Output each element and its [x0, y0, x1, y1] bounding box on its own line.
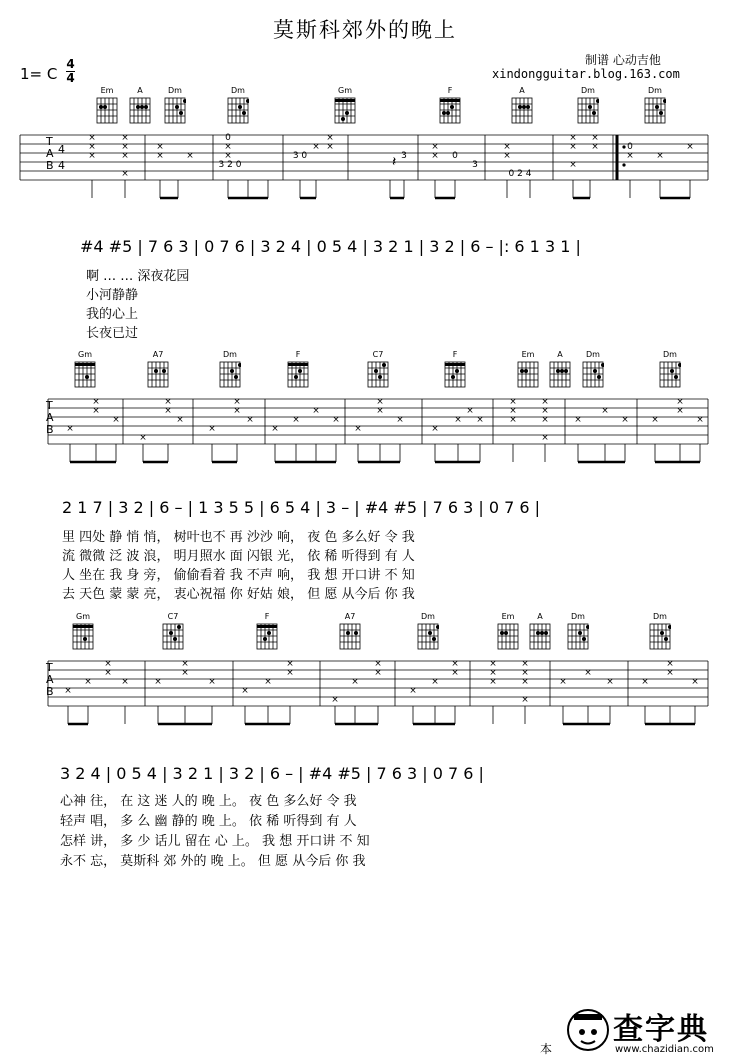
lyric-line: 长夜已过: [86, 326, 139, 341]
svg-text:×: ×: [541, 397, 549, 407]
chord-diagram-icon: [129, 95, 151, 125]
svg-text:×: ×: [431, 142, 439, 152]
svg-text:×: ×: [626, 151, 634, 161]
chord-diagram-icon: [649, 621, 671, 651]
svg-text:×: ×: [521, 695, 529, 705]
svg-text:×: ×: [354, 424, 362, 434]
svg-text:×: ×: [569, 160, 577, 170]
chord-diagram-icon: [439, 95, 461, 125]
tab-staff: [0, 132, 730, 202]
svg-text:×: ×: [396, 415, 404, 425]
svg-text:×: ×: [591, 133, 599, 143]
chord-name: F: [452, 350, 458, 359]
chord-name: C7: [372, 350, 384, 359]
svg-text:×: ×: [606, 677, 614, 687]
svg-text:×: ×: [521, 677, 529, 687]
svg-text:×: ×: [591, 142, 599, 152]
chord-name: Dm: [586, 350, 600, 359]
logo-url: www.chazidian.com: [615, 1044, 714, 1055]
chord-name: Dm: [581, 86, 595, 95]
time-signature-bottom: 4: [66, 71, 75, 85]
svg-text:×: ×: [569, 133, 577, 143]
tab-letter: B: [46, 159, 54, 172]
chord-name: Dm: [648, 86, 662, 95]
svg-text:×: ×: [164, 406, 172, 416]
svg-text:×: ×: [88, 133, 96, 143]
chord-name: A: [137, 86, 143, 95]
system-1: [0, 86, 730, 341]
svg-text:×: ×: [121, 142, 129, 152]
svg-text:×: ×: [454, 415, 462, 425]
chord-name: C7: [167, 612, 179, 621]
tab-time-sig: 4 4: [58, 143, 65, 172]
chord-name: Dm: [421, 612, 435, 621]
chord-diagram-icon: [659, 359, 681, 389]
chord-diagram-icon: [367, 359, 389, 389]
chord-name: Em: [521, 350, 535, 359]
tab-letter: A: [46, 673, 54, 686]
svg-text:×: ×: [509, 397, 517, 407]
time-signature-top: 4: [66, 57, 75, 71]
svg-text:×: ×: [601, 406, 609, 416]
chord-diagram-icon: [549, 359, 571, 389]
chord-diagram-icon: [529, 621, 551, 651]
chord-name: Gm: [76, 612, 90, 621]
chord-diagram-icon: [497, 621, 519, 651]
chord-name: Dm: [168, 86, 182, 95]
svg-text:×: ×: [559, 677, 567, 687]
svg-text:×: ×: [451, 659, 459, 669]
svg-text:×: ×: [246, 415, 254, 425]
svg-text:×: ×: [92, 406, 100, 416]
chord-name: A: [537, 612, 543, 621]
chord-row: [0, 86, 730, 136]
tab-letter: A: [46, 147, 54, 160]
chord-diagram-icon: [511, 95, 533, 125]
svg-text:×: ×: [164, 397, 172, 407]
svg-text:×: ×: [584, 668, 592, 678]
svg-text:×: ×: [233, 397, 241, 407]
lyric-line: 里 四处 静 悄 悄， 树叶也不 再 沙沙 响， 夜 色 多么好 令 我: [62, 530, 415, 545]
tab-letter: T: [46, 135, 53, 148]
svg-text:×: ×: [541, 406, 549, 416]
chord-row: [0, 350, 730, 400]
svg-text:×: ×: [476, 415, 484, 425]
tab-staff: [0, 396, 730, 466]
svg-text:×: ×: [326, 142, 334, 152]
svg-text:×: ×: [104, 668, 112, 678]
svg-text:×: ×: [332, 415, 340, 425]
tab-letter: T: [46, 661, 53, 674]
svg-text:×: ×: [84, 677, 92, 687]
svg-text:×: ×: [541, 433, 549, 443]
lyric-line: 流 微微 泛 波 浪， 明月照水 面 闪银 光， 依 稀 听得到 有 人: [62, 549, 415, 564]
jianpu-notes: #4 #5 | 7 6 3 | 0 7 6 | 3 2 4 | 0 5 4 | 3 2 1 | 3 2 | 6 – |: 6 1 3 1 |: [80, 237, 581, 256]
logo-text: 查字典: [613, 1012, 709, 1047]
jianpu-notes: 3 2 4 | 0 5 4 | 3 2 1 | 3 2 | 6 – | #4 #5 | 7 6 3 | 0 7 6 |: [60, 764, 484, 783]
chord-diagram-icon: [96, 95, 118, 125]
chord-name: F: [295, 350, 301, 359]
svg-text:×: ×: [574, 415, 582, 425]
chord-name: A7: [152, 350, 164, 359]
arranger-credit: 制谱 心动吉他: [585, 53, 661, 67]
svg-text:×: ×: [431, 151, 439, 161]
svg-text:×: ×: [264, 677, 272, 687]
svg-text:0: 0: [627, 142, 633, 152]
svg-text:×: ×: [104, 659, 112, 669]
svg-text:×: ×: [696, 415, 704, 425]
lyric-line: 心神 往， 在 这 迷 人的 晚 上。 夜 色 多么好 令 我: [60, 794, 357, 809]
svg-text:×: ×: [176, 415, 184, 425]
svg-text:×: ×: [666, 668, 674, 678]
chord-name: A7: [344, 612, 356, 621]
svg-text:𝄽: 𝄽: [392, 154, 397, 170]
svg-text:×: ×: [656, 151, 664, 161]
tab-letter: T: [46, 399, 53, 412]
chord-diagram-icon: [444, 359, 466, 389]
song-title: 莫斯科郊外的晚上: [273, 18, 457, 42]
chord-diagram-icon: [162, 621, 184, 651]
lyric-line: 永不 忘， 莫斯科 郊 外的 晚 上。 但 愿 从今后 你 我: [60, 854, 366, 869]
lyric-line: 人 坐在 我 身 旁， 偷偷看着 我 不声 响， 我 想 开口讲 不 知: [62, 568, 415, 583]
chord-name: F: [264, 612, 270, 621]
chord-diagram-icon: [74, 359, 96, 389]
system-3: [0, 612, 730, 872]
svg-text:×: ×: [569, 142, 577, 152]
svg-text:×: ×: [331, 695, 339, 705]
chord-diagram-icon: [227, 95, 249, 125]
svg-text:×: ×: [66, 424, 74, 434]
lyric-line: 小河静静: [86, 288, 139, 303]
svg-text:×: ×: [651, 415, 659, 425]
lyric-line: 我的心上: [86, 307, 139, 322]
tab-letters: [46, 400, 54, 436]
time-signature: [66, 59, 75, 84]
svg-text:×: ×: [686, 142, 694, 152]
chord-diagram-icon: [644, 95, 666, 125]
chord-diagram-icon: [582, 359, 604, 389]
chord-diagram-icon: [417, 621, 439, 651]
svg-text:3 0: 3 0: [292, 151, 308, 161]
chord-name: Dm: [653, 612, 667, 621]
chord-name: Em: [100, 86, 114, 95]
svg-text:×: ×: [641, 677, 649, 687]
chord-name: A: [557, 350, 563, 359]
chord-diagram-icon: [147, 359, 169, 389]
tab-staff: [0, 658, 730, 728]
chord-name: Dm: [571, 612, 585, 621]
chord-name: Dm: [223, 350, 237, 359]
lyric-line: 轻声 唱， 多 么 幽 静的 晚 上。 依 稀 听得到 有 人: [60, 814, 357, 829]
svg-text:3 2 0: 3 2 0: [218, 160, 242, 170]
svg-text:×: ×: [121, 677, 129, 687]
svg-text:×: ×: [621, 415, 629, 425]
footer-text: 本: [540, 1042, 553, 1056]
svg-text:×: ×: [374, 668, 382, 678]
chord-name: F: [447, 86, 453, 95]
svg-text:×: ×: [431, 677, 439, 687]
tab-letter: B: [46, 423, 54, 436]
svg-text:×: ×: [233, 406, 241, 416]
svg-text:×: ×: [64, 686, 72, 696]
tab-letter: B: [46, 685, 54, 698]
svg-text:×: ×: [451, 668, 459, 678]
svg-text:×: ×: [676, 397, 684, 407]
chord-diagram-icon: [256, 621, 278, 651]
svg-text:×: ×: [326, 133, 334, 143]
tab-letter: A: [46, 411, 54, 424]
svg-text:×: ×: [521, 668, 529, 678]
svg-text:×: ×: [431, 424, 439, 434]
chord-name: Em: [501, 612, 515, 621]
svg-text:×: ×: [676, 406, 684, 416]
chord-row: [0, 612, 730, 662]
chord-name: Dm: [663, 350, 677, 359]
chord-diagram-icon: [577, 95, 599, 125]
svg-text:×: ×: [112, 415, 120, 425]
svg-text:×: ×: [271, 424, 279, 434]
svg-text:×: ×: [154, 677, 162, 687]
chord-diagram-icon: [164, 95, 186, 125]
svg-text:×: ×: [181, 659, 189, 669]
scholar-mascot-icon: [565, 1004, 611, 1056]
svg-text:×: ×: [503, 142, 511, 152]
svg-text:×: ×: [521, 659, 529, 669]
svg-text:×: ×: [156, 151, 164, 161]
svg-text:×: ×: [312, 142, 320, 152]
key-signature: 1= C: [20, 65, 58, 83]
chord-diagram-icon: [517, 359, 539, 389]
svg-text:×: ×: [156, 142, 164, 152]
chord-diagram-icon: [567, 621, 589, 651]
chord-name: Gm: [338, 86, 352, 95]
chord-diagram-icon: [72, 621, 94, 651]
tab-letters: [46, 662, 54, 698]
svg-text:×: ×: [666, 659, 674, 669]
svg-text:×: ×: [121, 169, 129, 179]
chord-name: Gm: [78, 350, 92, 359]
svg-text:×: ×: [292, 415, 300, 425]
svg-text:×: ×: [224, 151, 232, 161]
svg-text:×: ×: [312, 406, 320, 416]
site-logo: [563, 1000, 730, 1062]
system-2: [0, 350, 730, 600]
svg-text:×: ×: [691, 677, 699, 687]
svg-text:×: ×: [181, 668, 189, 678]
chord-diagram-icon: [219, 359, 241, 389]
svg-text:×: ×: [376, 406, 384, 416]
svg-text:×: ×: [286, 659, 294, 669]
chord-name: Dm: [231, 86, 245, 95]
svg-text:×: ×: [509, 415, 517, 425]
svg-text:3: 3: [401, 151, 407, 161]
lyric-line: 怎样 讲， 多 少 话儿 留在 心 上。 我 想 开口讲 不 知: [60, 834, 370, 849]
website-url: xindongguitar.blog.163.com: [492, 67, 680, 81]
svg-text:×: ×: [351, 677, 359, 687]
svg-text:×: ×: [489, 668, 497, 678]
svg-text:×: ×: [376, 397, 384, 407]
svg-text:0 2 4: 0 2 4: [508, 169, 532, 179]
svg-text:×: ×: [503, 151, 511, 161]
svg-text:×: ×: [88, 142, 96, 152]
svg-text:×: ×: [509, 406, 517, 416]
svg-text:×: ×: [92, 397, 100, 407]
svg-text:×: ×: [208, 424, 216, 434]
chord-diagram-icon: [339, 621, 361, 651]
svg-text:×: ×: [88, 151, 96, 161]
svg-text:0: 0: [452, 151, 458, 161]
svg-text:×: ×: [489, 659, 497, 669]
svg-text:×: ×: [241, 686, 249, 696]
svg-text:×: ×: [466, 406, 474, 416]
svg-text:×: ×: [409, 686, 417, 696]
jianpu-notes: 2 1 7 | 3 2 | 6 – | 1 3 5 5 | 6 5 4 | 3 – | #4 #5 | 7 6 3 | 0 7 6 |: [62, 498, 541, 517]
chord-diagram-icon: [287, 359, 309, 389]
svg-text:0: 0: [225, 133, 231, 143]
chord-name: A: [519, 86, 525, 95]
svg-text:×: ×: [286, 668, 294, 678]
svg-text:×: ×: [139, 433, 147, 443]
chord-diagram-icon: [334, 95, 356, 125]
lyric-line: 啊 … … 深夜花园: [86, 269, 190, 284]
lyric-line: 去 天色 蒙 蒙 亮， 衷心祝福 你 好姑 娘， 但 愿 从今后 你 我: [62, 587, 415, 602]
svg-text:×: ×: [186, 151, 194, 161]
svg-text:×: ×: [208, 677, 216, 687]
svg-text:×: ×: [224, 142, 232, 152]
tab-letters: [46, 136, 54, 172]
svg-text:×: ×: [121, 151, 129, 161]
svg-text:×: ×: [489, 677, 497, 687]
svg-text:×: ×: [374, 659, 382, 669]
svg-text:3: 3: [472, 160, 478, 170]
svg-text:×: ×: [541, 415, 549, 425]
svg-text:×: ×: [121, 133, 129, 143]
